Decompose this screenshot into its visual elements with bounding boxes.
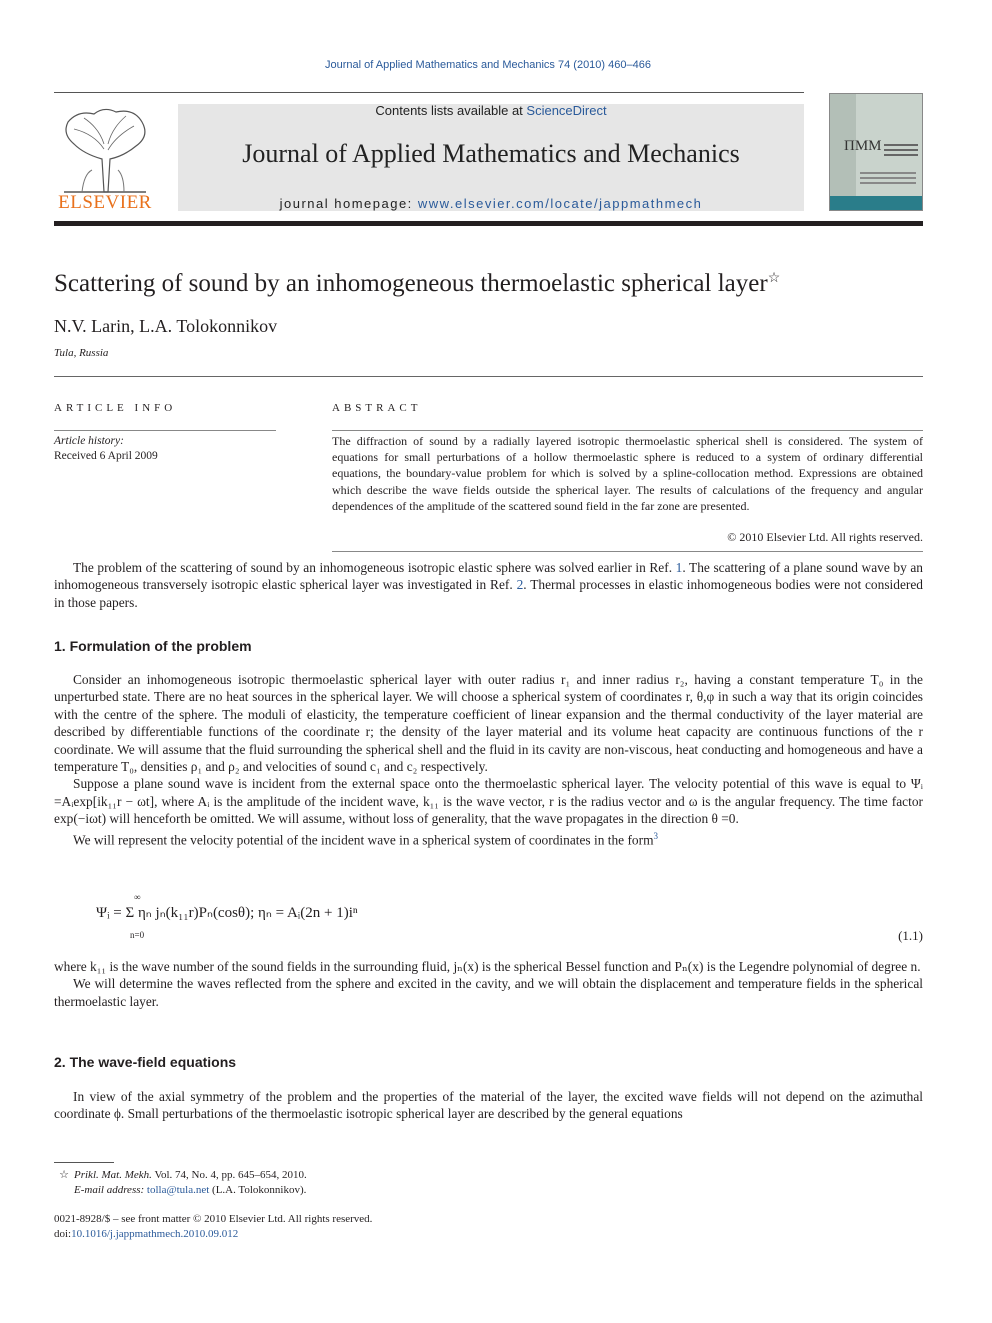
footnote-source xyxy=(54,1168,307,1183)
intro-text-a: The problem of the scattering of sound by an inhomogeneous isotropic elastic sphere was solved earlier in Ref. xyxy=(73,560,676,575)
section-2-heading: 2. The wave-field equations xyxy=(54,1054,237,1070)
intro-text-c: . Thermal processes in elastic inhomogeneous bodies were not considered in those papers. xyxy=(54,577,923,610)
homepage-prefix: journal homepage: xyxy=(279,196,418,211)
footnote-source-details: Vol. 74, No. 4, pp. 645–654, 2010. xyxy=(151,1169,307,1181)
doi-label: doi: xyxy=(54,1228,72,1240)
section-1-body xyxy=(54,671,923,849)
doi-link[interactable]: 10.1016/j.jappmathmech.2010.09.012 xyxy=(71,1228,239,1240)
issn-line: 0021-8928/$ – see front matter © 2010 Elsevier Ltd. All rights reserved. xyxy=(54,1213,373,1225)
title-footnote-star-icon[interactable]: ☆ xyxy=(767,271,781,286)
section-2-body xyxy=(54,1088,923,1123)
journal-title: Journal of Applied Mathematics and Mechanics xyxy=(242,139,740,168)
section-1-paragraph-5: We will determine the waves reflected from the sphere and excited in the cavity, and we will obtain the displacement and temperature fields in the spherical thermoelastic layer. xyxy=(54,976,923,1009)
section-2-paragraph-1: In view of the axial symmetry of the problem and the properties of the material of the layer, the excited wave fields will not depend on the azimuthal coordinate ϕ. Small perturbations of the thermoelastic isotropic spherical layer are described by the general equations xyxy=(54,1089,923,1122)
article-info-heading: ARTICLE INFO xyxy=(54,402,177,414)
title-divider xyxy=(54,376,923,377)
homepage-link[interactable]: www.elsevier.com/locate/jappmathmech xyxy=(417,196,703,211)
abstract-copyright: © 2010 Elsevier Ltd. All rights reserved. xyxy=(727,530,923,544)
journal-citation[interactable]: Journal of Applied Mathematics and Mechanics 74 (2010) 460–466 xyxy=(325,59,651,71)
article-authors[interactable]: N.V. Larin, L.A. Tolokonnikov xyxy=(54,316,278,336)
article-title xyxy=(54,270,780,298)
doi-line xyxy=(54,1227,238,1242)
section-1-paragraph-4: where k₁₁ is the wave number of the sound fields in the surrounding fluid, jₙ(x) is the spherical Bessel function and Pₙ(x) is the Legendre polynomial of degree n. xyxy=(54,959,921,974)
ref-link-1[interactable]: 1 xyxy=(675,560,683,575)
footnote-email xyxy=(74,1183,306,1198)
email-link[interactable]: tolla@tula.net xyxy=(146,1184,210,1196)
abstract-bottom-rule xyxy=(332,551,923,552)
footnote-rule xyxy=(54,1162,114,1163)
abstract-heading: ABSTRACT xyxy=(332,402,422,414)
email-label: E-mail address: xyxy=(74,1184,145,1196)
contents-line xyxy=(178,103,804,118)
intro-paragraph xyxy=(54,559,923,611)
equation-sum-lower: n=0 xyxy=(130,930,145,940)
author-affiliation: Tula, Russia xyxy=(54,347,109,359)
abstract-rule xyxy=(332,430,923,431)
contents-prefix: Contents lists available at xyxy=(375,103,527,118)
publisher-wordmark: ELSEVIER xyxy=(58,192,152,213)
ref-link-2[interactable]: 2 xyxy=(516,577,524,593)
equation-1-1: Ψᵢ = Σ ηₙ jₙ(k₁₁r)Pₙ(cosθ); ηₙ = Aᵢ(2n + 1)iⁿ xyxy=(96,905,358,921)
section-1-paragraph-3 xyxy=(54,828,923,849)
article-history-label: Article history: xyxy=(54,435,124,447)
article-info-rule xyxy=(54,430,276,431)
abstract-text: The diffraction of sound by a radially layered isotropic thermoelastic spherical shell is considered. The system of equations for small perturbations of a hollow thermoelastic sphere is reduced to a system of ordinary differential equations, the boundary-value problem for which is solved by a spline-collocation method. Expressions are obtained which describe the wave fields outside the spherical layer. The results of calculations of the frequency and angular dependences of the amplitude of the scattered sound field in the far zone are presented. xyxy=(332,434,923,513)
article-title-text: Scattering of sound by an inhomogeneous thermoelastic spherical layer xyxy=(54,270,768,297)
journal-cover-thumbnail[interactable] xyxy=(829,93,923,211)
sciencedirect-link[interactable]: ScienceDirect xyxy=(526,103,607,118)
footnote-journal: Prikl. Mat. Mekh. xyxy=(74,1169,152,1181)
header-thick-rule xyxy=(54,221,923,226)
cover-logo: ПММ xyxy=(844,138,882,154)
section-1-heading: 1. Formulation of the problem xyxy=(54,638,252,654)
cover-footer-band xyxy=(830,196,922,210)
equation-number: (1.1) xyxy=(898,928,923,943)
cover-subtitle-lines xyxy=(860,172,916,174)
section-1-paragraph-2: Suppose a plane sound wave is incident from the external space onto the thermoelastic spherical layer. The velocity potential of this wave is equal to Ψᵢ =Aᵢexp[ik₁₁r − ωt], where Aᵢ is the amplitude of the incident wave, k₁₁ is the wave vector, r is the radius vector and ω is the angular frequency. The time factor exp(−iωt) will henceforth be omitted. We will assume, without loss of generality, that the wave propagates in the direction θ =0. xyxy=(54,776,923,827)
ref-link-3[interactable]: 3 xyxy=(653,830,658,841)
cover-text-lines xyxy=(884,144,918,146)
header-rule xyxy=(54,92,804,93)
section-1-paragraph-1: Consider an inhomogeneous isotropic thermoelastic spherical layer with outer radius r₁ and inner radius r₂, having a constant temperature T₀ in the unperturbed state. There are no heat sources in the spherical layer. We will choose a spherical system of coordinates r, θ,φ in such a way that its origin coincides with the centre of the sphere. The moduli of elasticity, the temperature coefficient of linear expansion and the thermal conductivity of the layer material are described by differentiable functions of the coordinate r; the density of the layer material and its volume heat capacity are continuous functions of the r coordinate. We will assume that the fluid surrounding the spherical shell and the fluid in its cavity are non-viscous, heat conducting and homogeneous and have a temperature T₀, densities ρ₁ and ρ₂ and velocities of sound c₁ and c₂ respectively. xyxy=(54,672,923,775)
email-owner: (L.A. Tolokonnikov). xyxy=(209,1184,307,1196)
elsevier-logo[interactable] xyxy=(54,104,156,216)
section-1-body-continued xyxy=(54,958,923,1010)
received-date: Received 6 April 2009 xyxy=(54,450,158,462)
section-1-paragraph-3-text: We will represent the velocity potential of the incident wave in a spherical system of coordinates in the form xyxy=(73,832,654,848)
footnote-star-icon: ☆ xyxy=(59,1169,69,1181)
journal-homepage xyxy=(178,196,804,211)
equation-sum-upper: ∞ xyxy=(134,892,141,902)
intro-text-b: . The scattering of a plane sound wave by an inhomogeneous transversely isotropic elastic spherical layer was investigated in Ref. xyxy=(54,560,923,593)
